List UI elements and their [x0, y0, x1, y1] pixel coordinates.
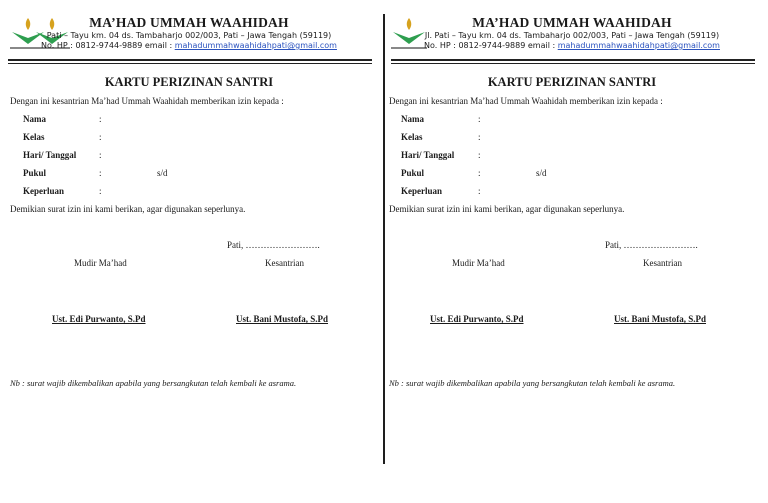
field-colon: : [99, 132, 102, 142]
signer-role-mudir: Mudir Ma’had [452, 258, 505, 268]
field-colon: : [99, 150, 102, 160]
field-label-kelas: Kelas [401, 132, 423, 142]
header-rule-thick [391, 59, 755, 61]
field-colon: : [99, 186, 102, 196]
field-label-pukul: Pukul [401, 168, 425, 178]
place-date: Pati, ……………………. [605, 240, 698, 250]
institution-address: Jl. Pati – Tayu km. 04 ds. Tambaharjo 002/003, Pati – Jawa Tengah (59119) [424, 31, 720, 40]
field-label-nama: Nama [23, 114, 46, 124]
field-label-kelas: Kelas [23, 132, 45, 142]
institution-contact [383, 41, 761, 50]
phone-text: No. HP : 0812-9744-9889 email : [424, 41, 558, 50]
card-title: KARTU PERIZINAN SANTRI [487, 75, 657, 89]
field-colon: : [99, 114, 102, 124]
place-date: Pati, ……………………. [227, 240, 320, 250]
signer-role-kesantrian: Kesantrian [265, 258, 304, 268]
closing-text: Demikian surat izin ini kami berikan, agar digunakan seperlunya. [10, 204, 246, 214]
field-label-hari-tanggal: Hari/ Tanggal [401, 150, 455, 160]
time-range-separator: s/d [157, 168, 168, 178]
footer-note: Nb : surat wajib dikembalikan apabila yang bersangkutan telah kembali ke asrama. [10, 378, 297, 388]
institution-name: MA’HAD UMMAH WAAHIDAH [89, 15, 289, 30]
field-label-hari-tanggal: Hari/ Tanggal [23, 150, 77, 160]
intro-text: Dengan ini kesantrian Ma’had Ummah Waahidah memberikan izin kepada : [10, 96, 284, 106]
institution-contact [0, 41, 378, 50]
field-colon: : [478, 132, 481, 142]
header-rule-thin [8, 63, 372, 64]
field-colon: : [478, 186, 481, 196]
field-label-keperluan: Keperluan [23, 186, 65, 196]
intro-text: Dengan ini kesantrian Ma’had Ummah Waahidah memberikan izin kepada : [389, 96, 663, 106]
signer-role-mudir: Mudir Ma’had [74, 258, 127, 268]
closing-text: Demikian surat izin ini kami berikan, agar digunakan seperlunya. [389, 204, 625, 214]
time-range-separator: s/d [536, 168, 547, 178]
field-label-nama: Nama [401, 114, 424, 124]
permit-card-left [0, 0, 378, 503]
header-rule-thin [391, 63, 755, 64]
phone-text: No. HP : 0812-9744-9889 email : [41, 41, 175, 50]
email-link[interactable]: mahadummahwaahidahpati@gmail.com [557, 41, 720, 50]
footer-note: Nb : surat wajib dikembalikan apabila yang bersangkutan telah kembali ke asrama. [389, 378, 676, 388]
field-label-keperluan: Keperluan [401, 186, 443, 196]
field-label-pukul: Pukul [23, 168, 47, 178]
signer-name-mudir: Ust. Edi Purwanto, S.Pd [430, 314, 524, 324]
field-colon: : [478, 168, 481, 178]
field-colon: : [478, 114, 481, 124]
signer-name-kesantrian: Ust. Bani Mustofa, S.Pd [236, 314, 329, 324]
signer-name-kesantrian: Ust. Bani Mustofa, S.Pd [614, 314, 707, 324]
institution-address: Pati – Tayu km. 04 ds. Tambaharjo 002/003, Pati – Jawa Tengah (59119) [46, 31, 332, 40]
field-colon: : [99, 168, 102, 178]
email-link[interactable]: mahadummahwaahidahpati@gmail.com [174, 41, 337, 50]
institution-name: MA’HAD UMMAH WAAHIDAH [472, 15, 672, 30]
header-rule-thick [8, 59, 372, 61]
field-colon: : [478, 150, 481, 160]
signer-name-mudir: Ust. Edi Purwanto, S.Pd [52, 314, 146, 324]
card-title: KARTU PERIZINAN SANTRI [104, 75, 274, 89]
permit-card-right [383, 0, 761, 503]
signer-role-kesantrian: Kesantrian [643, 258, 682, 268]
